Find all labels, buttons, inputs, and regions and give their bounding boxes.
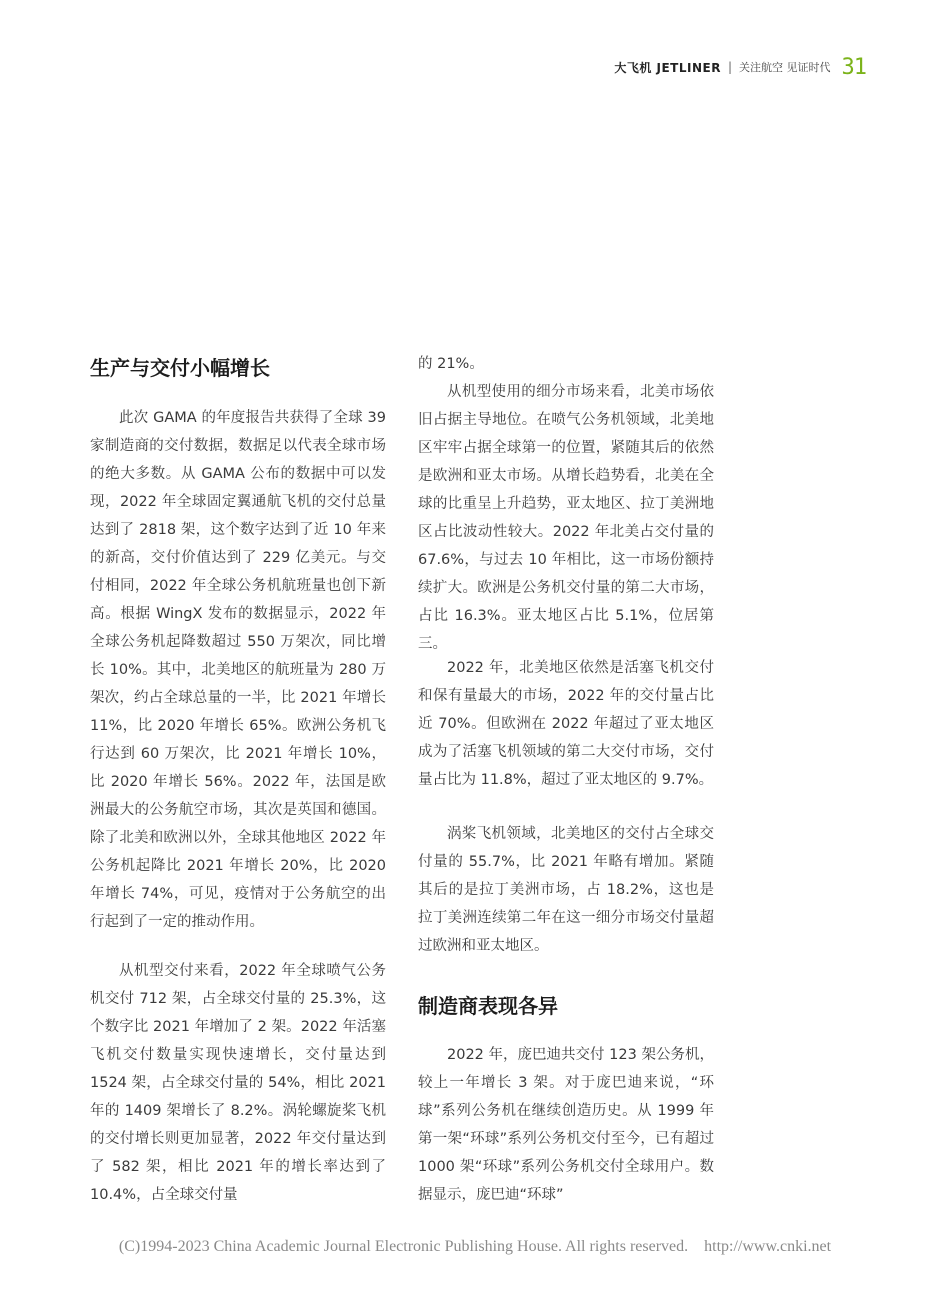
paragraph-turboprop-market: 涡桨飞机领域，北美地区的交付占全球交付量的 55.7%，比 2021 年略有增加。紧随其后的是拉丁美洲市场，占 18.2%，这也是拉丁美洲连续第二年在这一细分市场交付量超过欧洲和亚太地区。 [418, 826, 714, 954]
magazine-tagline: 关注航空 见证时代 [739, 61, 831, 74]
paragraph-bombardier: 2022 年，庞巴迪共交付 123 架公务机，较上一年增长 3 架。对于庞巴迪来说，“环球”系列公务机在继续创造历史。从 1999 年第一架“环球”系列公务机交付至今，已有超过 1000 架“环球”系列公务机交付全球用户。数据显示，庞巴迪“环球” [418, 1047, 714, 1203]
paragraph-gama-report: 此次 GAMA 的年度报告共获得了全球 39 家制造商的交付数据，数据足以代表全球市场的绝大多数。从 GAMA 公布的数据中可以发现，2022 年全球固定翼通航飞机的交付总量达到了 2818 架，这个数字达到了近 10 年来的新高，交付价值达到了 229 亿美元。与交付相同，2022 年全球公务机航班量也创下新高。根据 WingX 发布的数据显示，2022 年全球公务机起降数超过 550 万架次，同比增长 10%。其中，北美地区的航班量为 280 万架次，约占全球总量的一半，比 2021 年增长 11%，比 2020 年增长 65%。欧洲公务机飞行达到 60 万架次，比 2021 年增长 10%，比 2020 年增长 56%。2022 年，法国是欧洲最大的公务航空市场，其次是英国和德国。除了北美和欧洲以外，全球其他地区 2022 年公务机起降比 2021 年增长 20%，比 2020 年增长 74%，可见，疫情对于公务航空的出行起到了一定的推动作用。 [90, 410, 386, 930]
cnki-url: http://www.cnki.net [704, 1238, 832, 1255]
paragraph-deliveries-by-type: 从机型交付来看，2022 年全球喷气公务机交付 712 架，占全球交付量的 25.3%，这个数字比 2021 年增加了 2 架。2022 年活塞飞机交付数量实现快速增长，交付量达到 1524 架，占全球交付量的 54%，相比 2021 年的 1409 架增长了 8.2%。涡轮螺旋桨飞机的交付增长则更加显著，2022 年交付量达到了 582 架，相比 2021 年的增长率达到了 10.4%，占全球交付量 [90, 963, 386, 1203]
page-number: 31 [841, 54, 866, 80]
magazine-brand: 大飞机 JETLINER [614, 60, 721, 75]
header-separator: | [727, 60, 732, 74]
copyright-footer [0, 1238, 950, 1256]
section-heading-manufacturers: 制造商表现各异 [418, 994, 558, 1018]
running-header [614, 52, 866, 82]
section-heading-production: 生产与交付小幅增长 [90, 356, 270, 380]
paragraph-market-segments: 从机型使用的细分市场来看，北美市场依旧占据主导地位。在喷气公务机领域，北美地区牢牢占据全球第一的位置，紧随其后的依然是欧洲和亚太市场。从增长趋势看，北美在全球的比重呈上升趋势，亚太地区、拉丁美洲地区占比波动性较大。2022 年北美占交付量的 67.6%，与过去 10 年相比，这一市场份额持续扩大。欧洲是公务机交付量的第二大市场，占比 16.3%。亚太地区占比 5.1%，位居第三。 [418, 384, 714, 652]
paragraph-continuation: 的 21%。 [418, 356, 484, 372]
copyright-text: (C)1994-2023 China Academic Journal Electronic Publishing House. All rights reserved. [118, 1238, 689, 1255]
paragraph-piston-market: 2022 年，北美地区依然是活塞飞机交付和保有量最大的市场，2022 年的交付量占比近 70%。但欧洲在 2022 年超过了亚太地区成为了活塞飞机领域的第二大交付市场，交付量占比为 11.8%，超过了亚太地区的 9.7%。 [418, 660, 714, 788]
